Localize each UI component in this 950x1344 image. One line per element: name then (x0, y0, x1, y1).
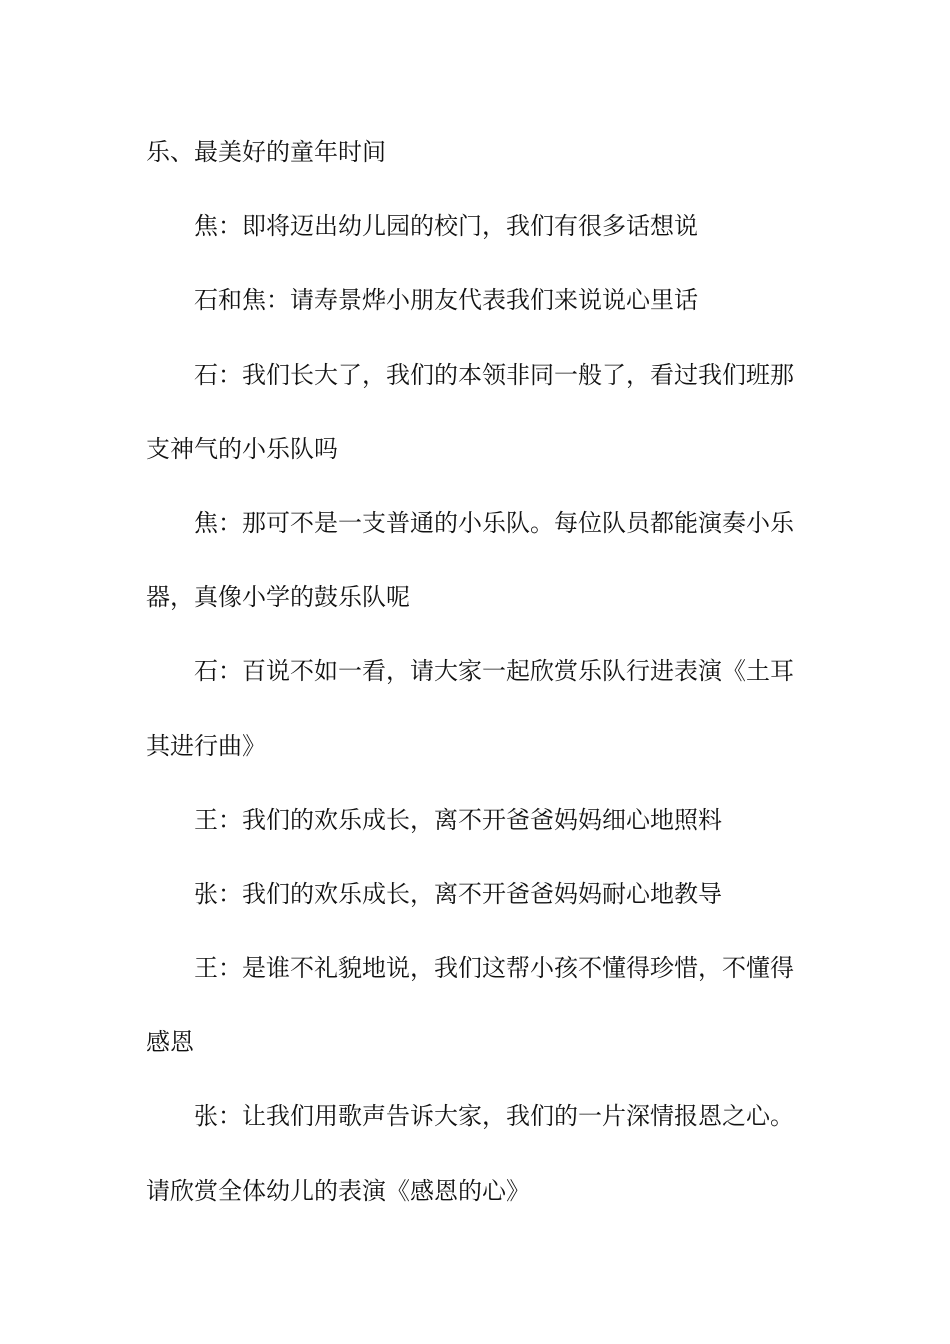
text-line: 器，真像小学的鼓乐队呢 (146, 583, 410, 612)
text-line: 张：我们的欢乐成长，离不开爸爸妈妈耐心地教导 (194, 879, 722, 908)
text-line: 支神气的小乐队吗 (146, 434, 338, 463)
text-line: 张：让我们用歌声告诉大家，我们的一片深情报恩之心。 (194, 1102, 794, 1131)
text-line: 其进行曲》 (146, 731, 266, 760)
text-line: 焦：即将迈出幼儿园的校门，我们有很多话想说 (194, 212, 698, 241)
text-line: 石：我们长大了，我们的本领非同一般了，看过我们班那 (194, 360, 794, 389)
text-line: 请欣赏全体幼儿的表演《感恩的心》 (146, 1176, 530, 1205)
text-line: 王：是谁不礼貌地说，我们这帮小孩不懂得珍惜，不懂得 (194, 954, 794, 983)
text-line: 焦：那可不是一支普通的小乐队。每位队员都能演奏小乐 (194, 508, 794, 537)
text-line: 王：我们的欢乐成长，离不开爸爸妈妈细心地照料 (194, 805, 722, 834)
text-line: 乐、最美好的童年时间 (146, 138, 386, 166)
text-line: 感恩 (146, 1028, 194, 1057)
text-line: 石：百说不如一看，请大家一起欣赏乐队行进表演《土耳 (194, 657, 794, 686)
text-line: 石和焦：请寿景烨小朋友代表我们来说说心里话 (194, 286, 698, 315)
document-body (146, 130, 806, 1243)
